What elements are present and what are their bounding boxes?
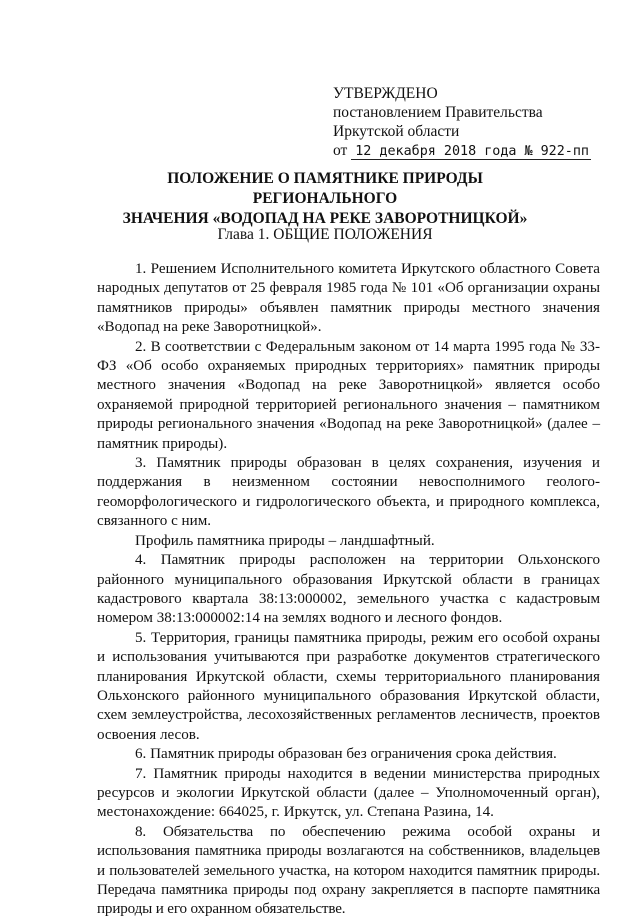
paragraph-8: 8. Обязательства по обеспечению режима особой охраны и использования памятника природы возлагаются на собственников, владельцев и пользователей земельного участка, на котором находится памятник природы. Передача памятника природы под охрану закрепляется в паспорте памятника природы и его охранном обязательстве. bbox=[97, 823, 600, 918]
approval-resolution: постановлением Правительства bbox=[333, 104, 543, 121]
paragraph-5: 5. Территория, границы памятника природы, режим его особой охраны и использования учитываются при разработке документов стратегического планирования Иркутской области, схемы территориального планирования Ольхонского районного муниципального образования Иркутской области, схем землеустройства, лесохозяйственных регламентов лесничеств, проектов освоения лесов. bbox=[97, 629, 600, 743]
approval-status: УТВЕРЖДЕНО bbox=[333, 85, 438, 102]
approval-date-number: 12 декабря 2018 года № 922-пп bbox=[351, 144, 591, 160]
document-title bbox=[95, 169, 555, 229]
paragraph-7: 7. Памятник природы находится в ведении министерства природных ресурсов и экологии Иркутской области (далее – Уполномоченный орган), местонахождение: 664025, г. Иркутск, ул. Степана Разина, 14. bbox=[97, 765, 600, 821]
paragraph-2: 2. В соответствии с Федеральным законом от 14 марта 1995 года № 33-ФЗ «Об особо охраняемых природных территориях» памятник природы местного значения «Водопад на реке Заворотницкой» является особо охраняемой природной территорией регионального значения – памятником природы регионального значения «Водопад на реке Заворотницкой» (далее – памятник природы). bbox=[97, 338, 600, 452]
document-body bbox=[97, 260, 600, 920]
approval-date-prefix: от bbox=[333, 142, 348, 159]
approval-date-line bbox=[333, 141, 613, 161]
chapter-heading: Глава 1. ОБЩИЕ ПОЛОЖЕНИЯ bbox=[217, 226, 433, 243]
paragraph-profile: Профиль памятника природы – ландшафтный. bbox=[135, 532, 435, 549]
paragraph-4: 4. Памятник природы расположен на территории Ольхонского районного муниципального образования Иркутской области в границах кадастрового квартала 38:13:000002, земельного участка с кадастровым номером 38:13:000002:14 на землях водного и лесного фондов. bbox=[97, 552, 600, 627]
title-line-2: ЗНАЧЕНИЯ «ВОДОПАД НА РЕКЕ ЗАВОРОТНИЦКОЙ» bbox=[122, 210, 528, 227]
paragraph-1: 1. Решением Исполнительного комитета Иркутского областного Совета народных депутатов от 25 февраля 1985 года № 101 «Об организации охраны памятников природы» объявлен памятник природы местного значения «Водопад на реке Заворотницкой». bbox=[97, 261, 600, 336]
paragraph-6: 6. Памятник природы образован без ограничения срока действия. bbox=[135, 746, 557, 763]
approval-region: Иркутской области bbox=[333, 123, 460, 140]
title-line-1: ПОЛОЖЕНИЕ О ПАМЯТНИКЕ ПРИРОДЫ РЕГИОНАЛЬНОГО bbox=[167, 170, 483, 207]
approval-stamp bbox=[333, 84, 613, 161]
paragraph-3: 3. Памятник природы образован в целях сохранения, изучения и поддержания в неизменном состоянии невосполнимого геолого-геоморфологического и гидрологического объекта, и природного комплекса, связанного с ним. bbox=[97, 455, 600, 530]
